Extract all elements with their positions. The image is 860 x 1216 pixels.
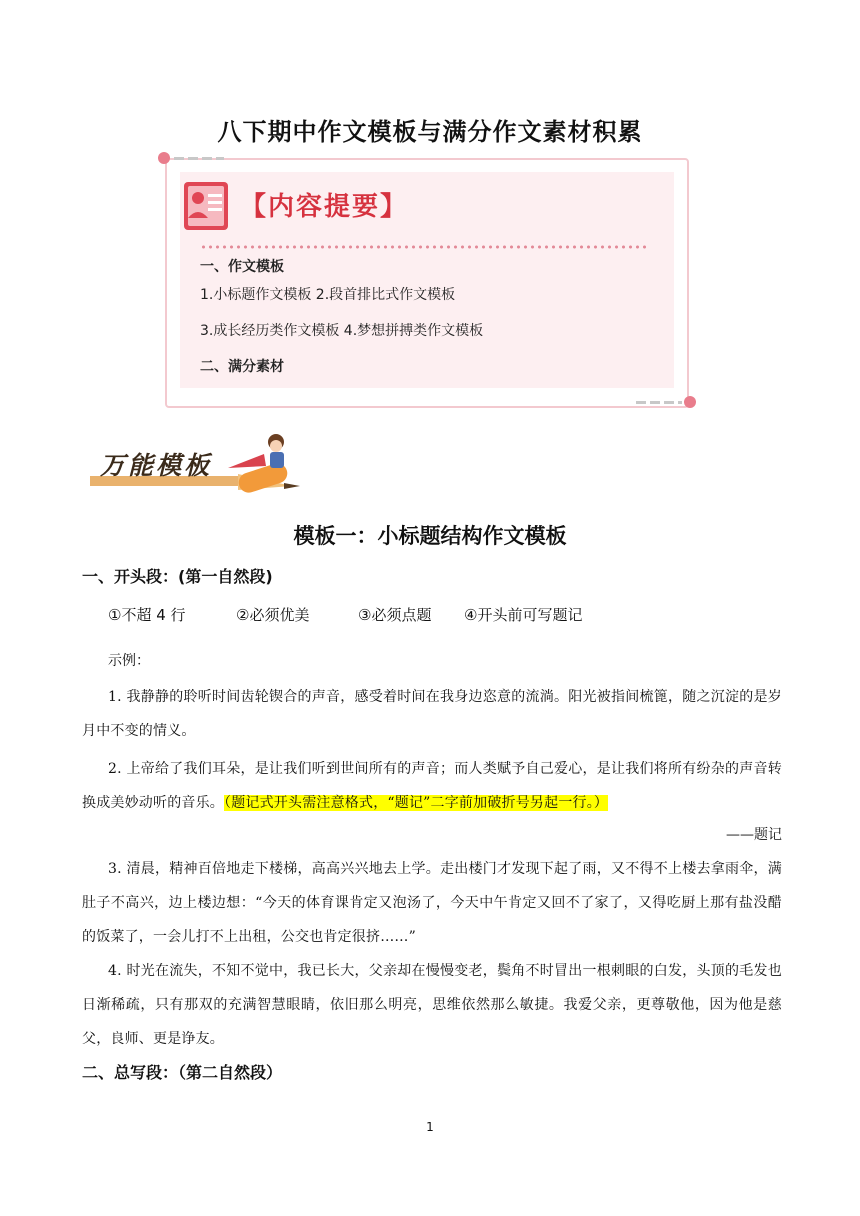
point-3: ③必须点题: [358, 606, 432, 624]
decor-dot-bottom: [684, 396, 696, 408]
summary-line-3: 3.成长经历类作文模板 4.梦想拼搏类作文模板: [200, 323, 484, 339]
example-label: 示例：: [108, 653, 150, 669]
inscription-signature: ——题记: [726, 827, 782, 843]
document-title: 八下期中作文模板与满分作文素材积累: [217, 118, 643, 146]
decor-dash-bottom: [636, 401, 682, 404]
document-icon: [178, 178, 236, 234]
point-2: ②必须优美: [236, 606, 310, 624]
summary-line-2: 1.小标题作文模板 2.段首排比式作文模板: [200, 287, 456, 303]
example-paragraph-1-text: 1. 我静静的聆听时间齿轮锲合的声音，感受着时间在我身边恣意的流淌。阳光被指间梳篦，随之沉淀的是岁月中不变的情义。: [82, 689, 782, 739]
template-title: 模板一：小标题结构作文模板: [293, 524, 567, 548]
page-number: 1: [426, 1120, 434, 1134]
example-paragraph-2: [82, 752, 782, 820]
example-paragraph-4: [82, 954, 782, 1056]
summary-line-1: 一、作文模板: [200, 259, 284, 275]
example-paragraph-3: [82, 852, 782, 954]
highlighted-note: （题记式开头需注意格式，“题记”二字前加破折号另起一行。）: [224, 795, 609, 811]
example-paragraph-1: [82, 680, 782, 748]
banner-label: 万能模板: [100, 451, 213, 480]
example-paragraph-2-text: 2. 上帝给了我们耳朵，是让我们听到世间所有的声音；而人类赋予自己爱心，是让我们将所有纷杂的声音转换成美妙动听的音乐。: [82, 761, 782, 811]
section2-heading: 二、总写段：（第二自然段）: [82, 1063, 283, 1082]
example-paragraph-3-text: 3. 清晨，精神百倍地走下楼梯，高高兴兴地去上学。走出楼门才发现下起了雨，又不得不上楼去拿雨伞，满肚子不高兴，边上楼边想：“今天的体育课肯定又泡汤了，今天中午肯定又回不了家了，又得吃厨上那有盐没醋的饭菜了，一会儿打不上出租，公交也肯定很挤……”: [82, 861, 782, 945]
point-4: ④开头前可写题记: [464, 606, 583, 624]
decor-dot-top: [158, 152, 170, 164]
section1-heading: 一、开头段：(第一自然段): [82, 567, 273, 586]
example-paragraph-4-text: 4. 时光在流失，不知不觉中，我已长大，父亲却在慢慢变老，鬓角不时冒出一根刺眼的白发，头顶的毛发也日渐稀疏，只有那双的充满智慧眼睛，依旧那么明亮，思维依然那么敏捷。我爱父亲，更尊敬他，因为他是慈父，良师、更是诤友。: [82, 963, 782, 1047]
summary-line-4: 二、满分素材: [200, 359, 284, 375]
dotted-divider: [200, 245, 650, 249]
point-1: ①不超 4 行: [108, 606, 186, 624]
summary-heading: 【内容提要】: [240, 192, 409, 222]
decor-dash-top: [174, 157, 224, 160]
